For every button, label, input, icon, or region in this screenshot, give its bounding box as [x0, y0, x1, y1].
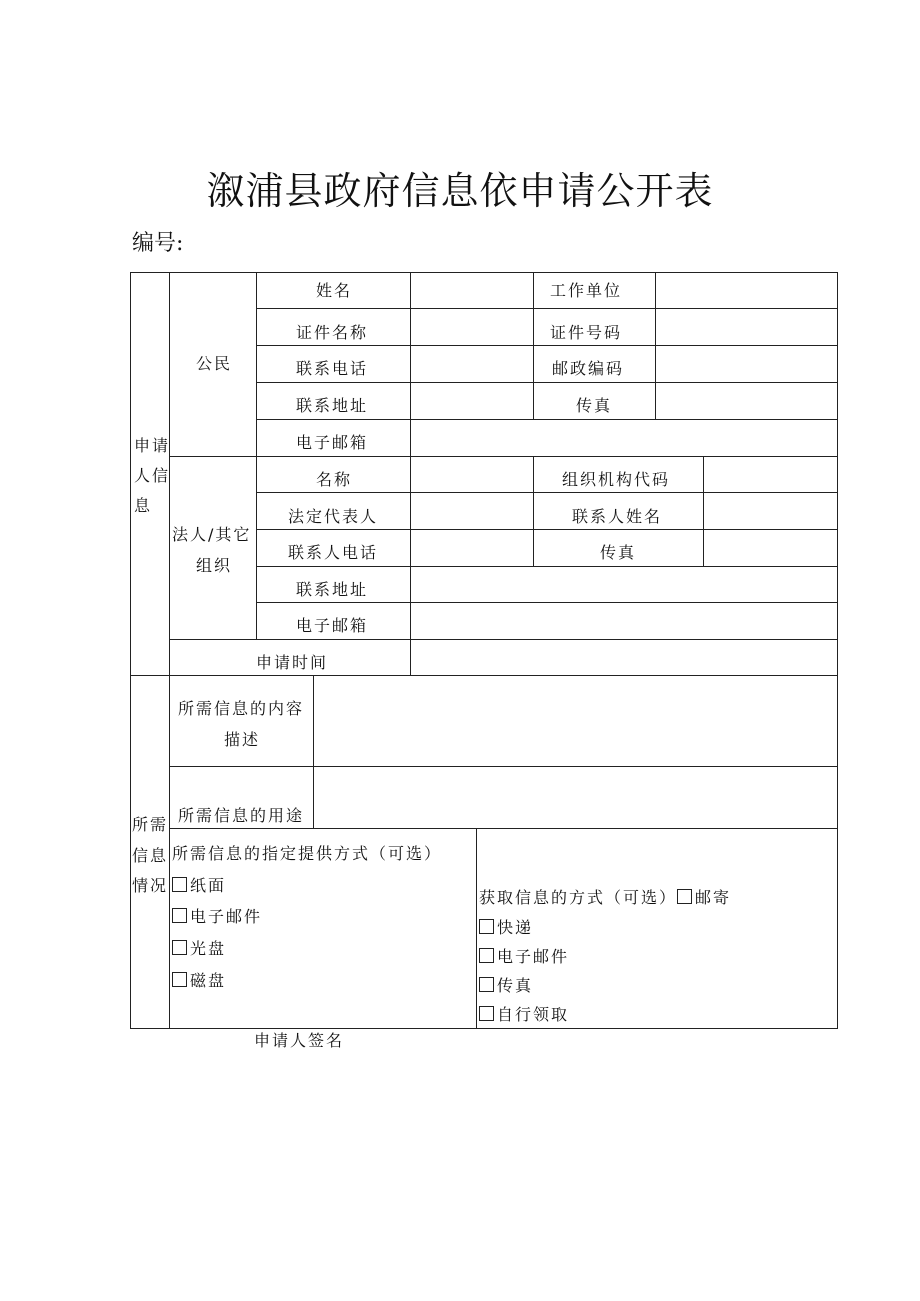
- divider: [169, 828, 838, 829]
- citizen-email-label: 电子邮箱: [296, 433, 369, 452]
- purpose-input[interactable]: [314, 767, 837, 827]
- org-contact-phone-label: 联系人电话: [288, 543, 379, 562]
- apply-time-label: 申请时间: [256, 653, 329, 672]
- citizen-fax-label: 传真: [576, 396, 613, 415]
- option-label: 电子邮件: [190, 907, 263, 926]
- divider: [533, 456, 534, 566]
- checkbox[interactable]: [172, 877, 187, 892]
- citizen-id-type-input[interactable]: [411, 309, 532, 344]
- obtain-option-email[interactable]: [479, 946, 569, 968]
- checkbox[interactable]: [479, 977, 494, 992]
- citizen-postcode-label: 邮政编码: [552, 359, 625, 378]
- citizen-fax-input[interactable]: [656, 383, 837, 418]
- checkbox[interactable]: [479, 948, 494, 963]
- citizen-id-number-label: 证件号码: [550, 323, 623, 342]
- citizen-email-input[interactable]: [411, 420, 837, 455]
- obtain-option-pickup[interactable]: [479, 1004, 569, 1026]
- provide-option-disk[interactable]: [172, 970, 226, 992]
- form-number-label: 编号:: [132, 231, 184, 256]
- obtain-method-title: [479, 887, 731, 909]
- signature-label: 申请人签名: [254, 1031, 345, 1050]
- checkbox[interactable]: [172, 972, 187, 987]
- checkbox[interactable]: [677, 889, 692, 904]
- apply-time-input[interactable]: [411, 640, 837, 674]
- divider: [256, 272, 257, 639]
- citizen-id-type-label: 证件名称: [296, 323, 369, 342]
- org-fax-input[interactable]: [704, 530, 837, 565]
- org-contact-name-label: 联系人姓名: [572, 507, 663, 526]
- org-email-label: 电子邮箱: [296, 616, 369, 635]
- divider: [533, 272, 534, 419]
- provide-option-paper[interactable]: [172, 875, 226, 897]
- org-email-input[interactable]: [411, 603, 837, 638]
- provide-option-email[interactable]: [172, 906, 262, 928]
- obtain-option-fax[interactable]: [479, 975, 533, 997]
- checkbox[interactable]: [172, 940, 187, 955]
- info-section-label: 所需: [132, 815, 169, 834]
- content-description-label: 描述: [224, 730, 261, 749]
- citizen-postcode-input[interactable]: [656, 346, 837, 381]
- checkbox[interactable]: [479, 1006, 494, 1021]
- org-name-label: 名称: [316, 470, 353, 489]
- org-label: 组织: [196, 556, 233, 575]
- purpose-label: 所需信息的用途: [178, 806, 305, 825]
- citizen-address-label: 联系地址: [296, 396, 369, 415]
- option-label: 纸面: [190, 876, 227, 895]
- applicant-section-label: 息: [134, 496, 153, 515]
- org-code-input[interactable]: [704, 457, 837, 491]
- option-label: 自行领取: [497, 1005, 570, 1024]
- option-label: 电子邮件: [497, 947, 570, 966]
- citizen-name-input[interactable]: [411, 273, 532, 307]
- checkbox[interactable]: [479, 919, 494, 934]
- org-contact-phone-input[interactable]: [411, 530, 532, 565]
- citizen-id-number-input[interactable]: [656, 309, 837, 344]
- org-legal-rep-label: 法定代表人: [288, 507, 379, 526]
- provide-option-cd[interactable]: [172, 938, 226, 960]
- citizen-name-label: 姓名: [316, 281, 353, 300]
- option-label: 快递: [497, 918, 534, 937]
- org-contact-name-input[interactable]: [704, 493, 837, 528]
- divider: [169, 272, 170, 1028]
- org-label: 法人/其它: [172, 525, 252, 544]
- divider: [476, 828, 477, 1028]
- org-address-input[interactable]: [411, 567, 837, 601]
- citizen-phone-input[interactable]: [411, 346, 532, 381]
- option-label: 磁盘: [190, 971, 227, 990]
- provide-method-title: 所需信息的指定提供方式（可选）: [172, 844, 443, 863]
- org-fax-label: 传真: [600, 543, 637, 562]
- checkbox[interactable]: [172, 908, 187, 923]
- info-section-label: 信息: [132, 846, 169, 865]
- content-description-label: 所需信息的内容: [178, 699, 305, 718]
- citizen-phone-label: 联系电话: [296, 359, 369, 378]
- applicant-section-label: 人信: [134, 466, 171, 485]
- citizen-label: 公民: [196, 354, 233, 373]
- org-code-label: 组织机构代码: [562, 470, 671, 489]
- page-title: 溆浦县政府信息依申请公开表: [206, 169, 714, 213]
- org-address-label: 联系地址: [296, 580, 369, 599]
- info-section-label: 情况: [132, 876, 169, 895]
- option-label: 邮寄: [695, 888, 732, 907]
- org-name-input[interactable]: [411, 457, 532, 491]
- option-label: 传真: [497, 976, 534, 995]
- citizen-work-unit-input[interactable]: [656, 273, 837, 307]
- citizen-work-unit-label: 工作单位: [550, 281, 623, 300]
- option-label: 光盘: [190, 939, 227, 958]
- obtain-option-courier[interactable]: [479, 917, 533, 939]
- obtain-title-text: 获取信息的方式（可选）: [479, 888, 678, 907]
- content-description-input[interactable]: [314, 676, 837, 765]
- org-legal-rep-input[interactable]: [411, 493, 532, 528]
- applicant-section-label: 申请: [134, 436, 171, 455]
- citizen-address-input[interactable]: [411, 383, 532, 418]
